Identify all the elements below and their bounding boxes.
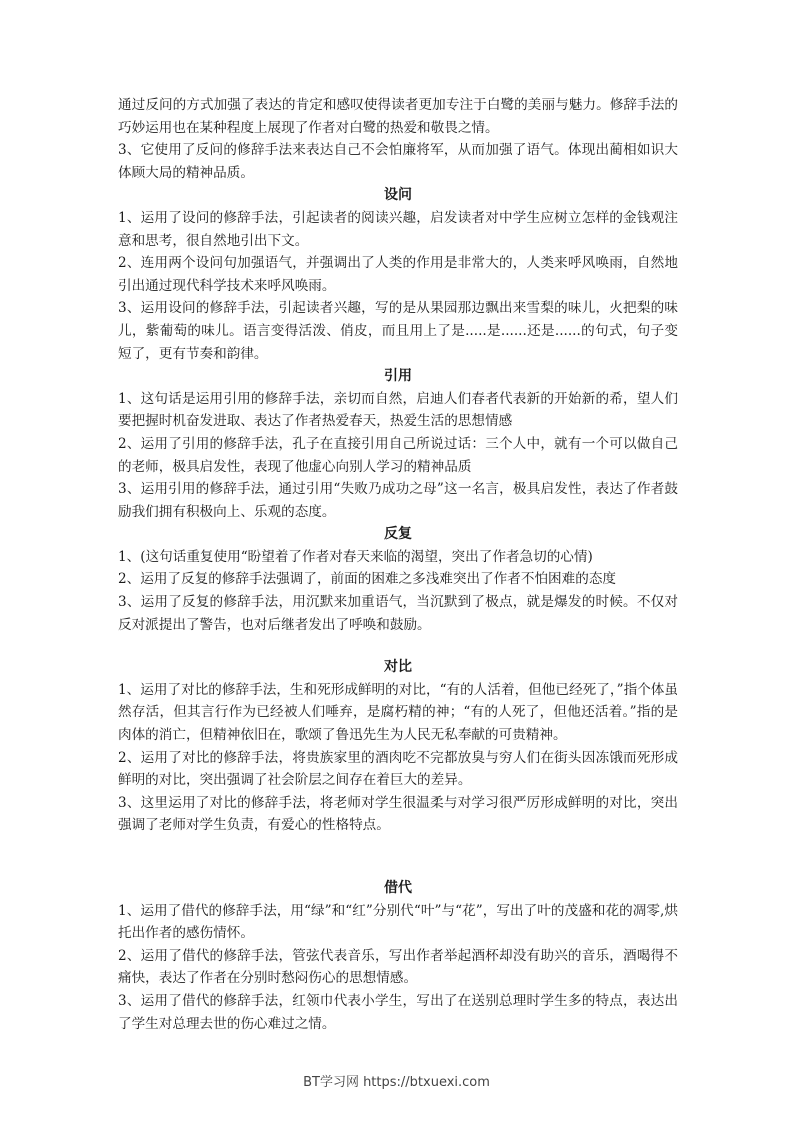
section-heading-shewen: 设问 xyxy=(384,187,412,204)
section-heading-yinyong: 引用 xyxy=(384,368,412,385)
section-item: 2、连用两个设问句加强语气，并强调出了人类的作用是非常大的，人类来呼风唤雨，自然地引出通过现代科学技术来呼风唤雨。 xyxy=(118,255,678,294)
spacer xyxy=(118,636,678,656)
section-item: 1、运用了借代的修辞手法，用“绿”和“红”分别代“叶”与“花”，写出了叶的茂盛和花的凋零,烘托出作者的感伤情怀。 xyxy=(118,902,678,942)
section-item: 2、运用了引用的修辞手法，孔子在直接引用自己所说过话：三个人中，就有一个可以做自己的老师，极具启发性，表现了他虚心向别人学习的精神品质 xyxy=(118,435,678,475)
section-item: 3、运用了反复的修辞手法，用沉默来加重语气，当沉默到了极点，就是爆发的时候。不仅对反对派提出了警告，也对后继者发出了呼唤和鼓励。 xyxy=(118,594,678,633)
section-item: 1、运用了对比的修辞手法，生和死形成鲜明的对比，“有的人活着，但他已经死了，”指个体虽然存活，但其言行作为已经被人们唾弃，是腐朽精的神；“有的人死了，但他还活着。”指的是肉体的消亡，但精神依旧在，歌颂了鲁迅先生为人民无私奉献的可贵精神。 xyxy=(118,681,678,744)
section-heading-duibi: 对比 xyxy=(384,659,412,676)
section-item: 2、运用了对比的修辞手法，将贵族家里的酒肉吃不完都放臭与穷人们在街头因冻饿而死形成鲜明的对比，突出强调了社会阶层之间存在着巨大的差异。 xyxy=(118,749,678,789)
section-heading-jiedai: 借代 xyxy=(384,880,412,896)
section-item: 1、(这句话重复使用“盼望着了作者对春天来临的渴望，突出了作者急切的心情) xyxy=(118,548,593,565)
spacer xyxy=(118,837,678,877)
intro-paragraph: 通过反问的方式加强了表达的肯定和感叹使得读者更加专注于白鹭的美丽与魅力。修辞手法的巧妙运用也在某种程度上展现了作者对白鹭的热爱和敬畏之情。 xyxy=(118,97,678,136)
section-item: 2、运用了反复的修辞手法强调了，前面的困难之多浅难突出了作者不怕困难的态度 xyxy=(118,571,617,588)
section-item: 3、运用引用的修辞手法，通过引用“失败乃成功之母”这一名言，极具启发性，表达了作者鼓励我们拥有积极向上、乐观的态度。 xyxy=(118,481,678,520)
page-footer-watermark: BT学习网 https://btxuexi.com xyxy=(303,1075,490,1090)
document-body xyxy=(118,94,678,1035)
section-item: 1、这句话是运用引用的修辞手法，亲切而自然，启迪人们春者代表新的开始新的希，望人们要把握时机奋发进取、表达了作者热爱春天，热爱生活的思想情感 xyxy=(118,390,678,430)
section-item: 1、运用了设问的修辞手法，引起读者的阅读兴趣，启发读者对中学生应树立怎样的金钱观注意和思考，很自然地引出下文。 xyxy=(118,209,678,249)
intro-paragraph: 3、它使用了反问的修辞手法来表达自己不会怕廉将军，从而加强了语气。体现出蔺相如识大体顾大局的精神品质。 xyxy=(118,142,678,181)
section-item: 2、运用了借代的修辞手法，管弦代表音乐，写出作者举起酒杯却没有助兴的音乐，酒喝得不痛快，表达了作者在分别时愁闷伤心的思想情感。 xyxy=(118,947,678,987)
section-item: 3、运用了借代的修辞手法，红领巾代表小学生，写出了在送别总理时学生多的特点，表达出了学生对总理去世的伤心难过之情。 xyxy=(118,992,678,1032)
section-item: 3、这里运用了对比的修辞手法，将老师对学生很温柔与对学习很严厉形成鲜明的对比，突出强调了老师对学生负责，有爱心的性格特点。 xyxy=(118,794,678,834)
section-item: 3、运用设问的修辞手法，引起读者兴趣，写的是从果园那边飘出来雪梨的味儿，火把梨的味儿，紫葡萄的味儿。语言变得活泼、俏皮，而且用上了是.....是......还是......的句式，句子变短了，更有节奏和韵律。 xyxy=(118,300,678,362)
section-heading-fanfu: 反复 xyxy=(384,526,412,543)
